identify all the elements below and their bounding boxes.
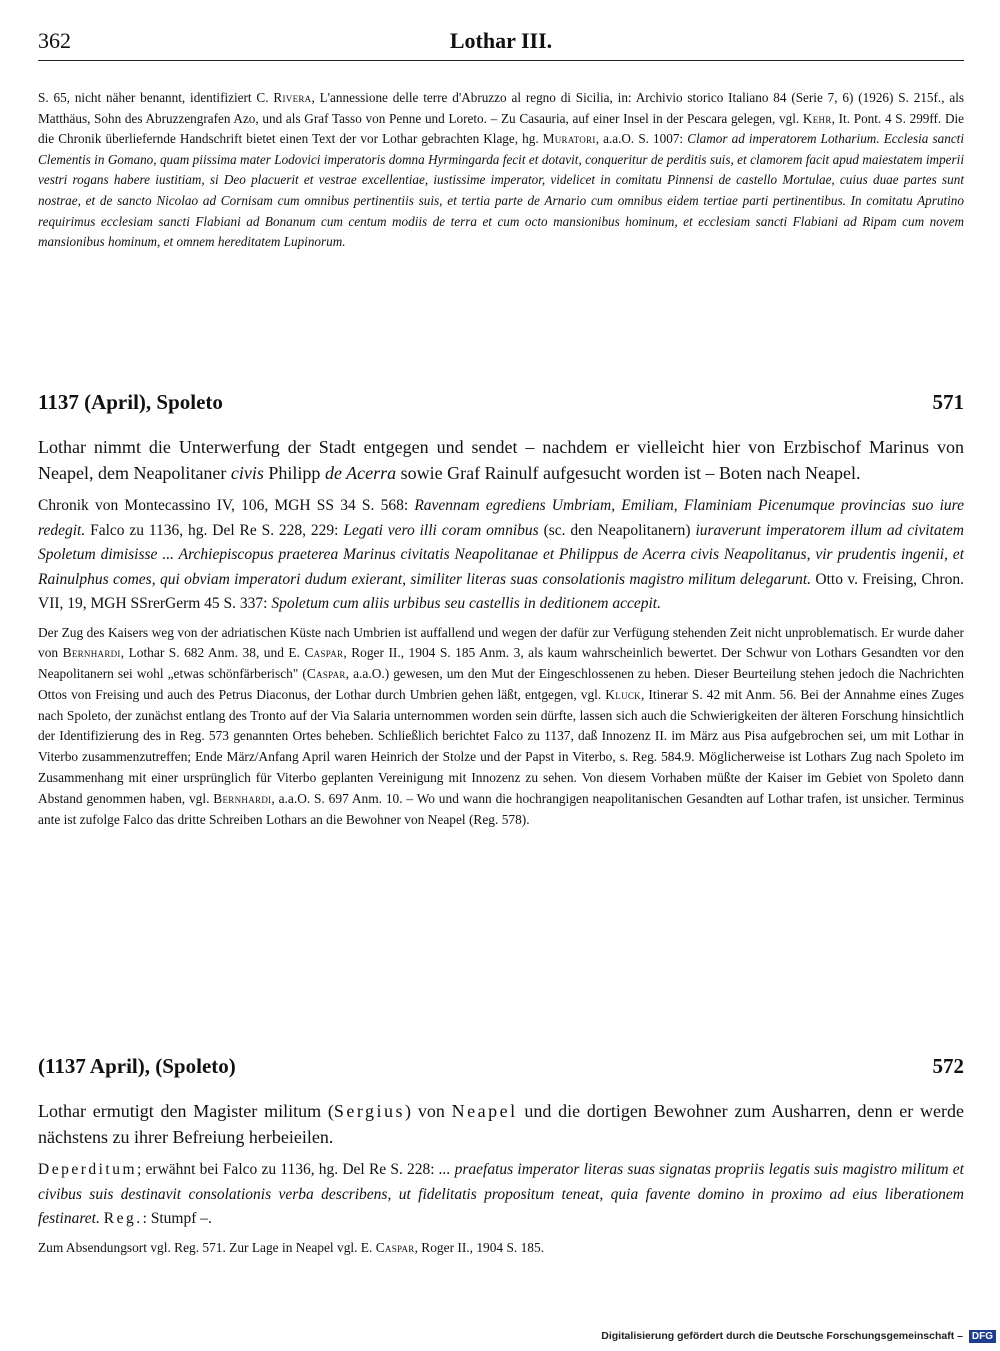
entry-572-body [38, 1098, 964, 1258]
text-run: , a.a.O. S. 1007: [595, 131, 688, 147]
author-bernhardi: Bernhardi [62, 645, 121, 661]
text-run-spaced: Reg. [103, 1210, 143, 1227]
text-run: Philipp [263, 463, 325, 483]
text-run-italic: civis [230, 463, 264, 483]
entry-571-body [38, 434, 964, 830]
entry-571-summary [38, 434, 964, 486]
entry-572-number: 572 [932, 1054, 964, 1078]
text-run: S. 65, nicht näher benannt, identifiziert C. [38, 90, 274, 105]
latin-quote: iuraverunt imperatorem illum ad civitatem Spoletum dimisisse ... Archiepiscopus praeterea Marinus civitatis Neapolitanae et Philippus de Acerra civis Neapolitanus, vir prudentis ingenii, et Rainulphus comes, qui obviam imperatori dudum exierant, similiter literas suas consolationis magistro militum delegarunt. [38, 521, 964, 588]
author-rivera: Rivera [273, 90, 312, 105]
text-run: ; erwähnt bei Falco zu 1136, hg. Del Re S. 228: [137, 1161, 439, 1178]
text-run-spaced: Deperditum [38, 1161, 138, 1178]
text-run: , L'annessione delle terre d'Abruzzo al regno di Sicilia, in: Archivio storico Italiano 84 (Serie 7, 6) (1926) S. 215f., als Matthäus, Sohn des Abruzzengrafen Azo, und als Graf Tasso von Penne und Loreto. – Zu Casauria, auf einer Insel in der Pescara gelegen, vgl. [38, 90, 964, 126]
page-header [38, 28, 964, 61]
page-number: 362 [38, 28, 71, 53]
latin-quote: Legati vero illi coram omnibus [343, 521, 539, 539]
text-run: , Lothar S. 682 Anm. 38, und E. [120, 645, 305, 661]
entry-571-sources [38, 494, 964, 617]
text-run: und die dortigen Bewohner zum Ausharren, denn er werde nächstens zu ihrer Befreiung herbeieilen. [38, 1101, 964, 1147]
entry-572-commentary [38, 1238, 964, 1259]
digitization-footer [601, 1330, 996, 1343]
author-muratori: Muratori [542, 131, 596, 147]
text-run: , Roger II., 1904 S. 185. [414, 1239, 545, 1255]
text-run: , It. Pont. 4 S. 299ff. Die die Chronik überliefernde Handschrift bietet einen Text der vor Lothar gebrachten Klage, hg. [38, 110, 964, 147]
text-run: , a.a.O. S. 697 Anm. 10. – Wo und wann die hochrangigen neapolitanischen Gesandten auf Lothar trafen, ist unsicher. Terminus ante ist zufolge Falco das dritte Schreiben Lothars an die Bewohner von Neapel (Reg. 578). [38, 790, 964, 827]
author-kluck: Kluck [605, 686, 641, 702]
text-run: , Itinerar S. 42 mit Anm. 56. Bei der Annahme eines Zuges nach Spoleto, der zunächst entlang des Tronto auf der Via Salaria unternommen worden sein dürfte, lassen sich auch die Schwierigkeiten der älteren Forschung hinsichtlich der Identifizierung des in Reg. 573 genannten Ortes beheben. Schließlich berichtet Falco zu 1137, daß Innozenz II. im März aus Pisa aufgebrochen sei, um mit Lothar in Viterbo zusammenzutreffen; Ende März/Anfang April waren Heinrich der Stolze und der Papst in Viterbo, s. Reg. 584.9. Möglicherweise ist Lothars Zug nach Spoleto im Zusammenhang mit einer ursprünglich für Viterbo geplanten Vereinigung mit Innozenz zu sehen. Von diesem Vorhaben müßte der Kaiser im Gebiet von Spoleto dann Abstand genommen haben, vgl. [38, 686, 965, 806]
text-run: Lothar nimmt die Unterwerfung der Stadt entgegen und sendet – nachdem er vielleicht hier von Erzbischof Marinus von Neapel, dem Neapolitaner [38, 437, 964, 483]
author-caspar: Caspar [375, 1239, 415, 1255]
text-run-spaced: Sergius [333, 1101, 406, 1121]
running-title: Lothar III. [449, 28, 553, 53]
footer-text: Digitalisierung gefördert durch die Deutsche Forschungsgemeinschaft – [601, 1330, 963, 1342]
entry-571-heading [38, 390, 964, 418]
latin-quote: Spoletum cum aliis urbibus seu castellis in deditionem accepit. [271, 595, 661, 612]
entry-571-commentary [38, 623, 964, 831]
text-run: Chronik von Montecassino IV, 106, MGH SS 34 S. 568: [38, 497, 415, 514]
entry-572-sources [38, 1158, 964, 1232]
top-footnote-text [38, 88, 964, 253]
text-run: Der Zug des Kaisers weg von der adriatischen Küste nach Umbrien ist auffallend und wegen der dafür zur Verfügung stehenden Zeit nicht unproblematisch. Er wurde daher von [38, 624, 964, 661]
text-run-spaced: Neapel [451, 1101, 518, 1121]
text-run: Lothar ermutigt den Magister militum ( [38, 1101, 334, 1121]
author-bernhardi: Bernhardi [213, 790, 272, 806]
text-run: : Stumpf –. [142, 1210, 212, 1227]
text-run: Otto v. Freising, Chron. VII, 19, MGH SSrerGerm 45 S. 337: [38, 570, 964, 612]
text-run: sowie Graf Rainulf aufgesucht worden ist – Boten nach Neapel. [396, 463, 861, 483]
entry-571-number: 571 [932, 390, 964, 414]
text-run: Zum Absendungsort vgl. Reg. 571. Zur Lage in Neapel vgl. E. [38, 1239, 376, 1255]
entry-572-summary [38, 1098, 964, 1150]
author-caspar: Caspar [306, 666, 346, 682]
entry-572-heading [38, 1054, 964, 1082]
latin-quote: Ravennam egrediens Umbriam, Emiliam, Flaminiam Picenumque provincias suo iure redegit. [38, 497, 964, 539]
text-run: ) von [405, 1101, 452, 1121]
latin-quote: Clamor ad imperatorem Lotharium. Ecclesia sancti Clementis in Gomano, quam piissima mater Lodovici imperatoris domna Hyrmingarda fecit et dotavit, conqueritur de perditis suis, et clamorem facit apud maiestatem imperii vestri rogans habere iustitiam, si Deo placuerit et vestrae excellentiae, iustissime imperator, videlicet in comitatu Pinnensi de castello Mortulae, cuius duae partes sunt nostrae, et de sancto Nicolao ad Cornisam cum omnibus pertinentiis suis, et tertia parte de Arnario cum omnibus eidem tertiae parti pertinentibus. In comitatu Aprutino requirimus ecclesiam sancti Flabiani ad Bonanum cum centum modiis de terra et cum octo mansionibus hominum, et ecclesiam sancti Flabiani ad Ripam cum novem mansionibus hominum, et omnem hereditatem Lupinorum. [38, 131, 964, 250]
author-caspar: Caspar [304, 645, 344, 661]
top-footnote [38, 88, 964, 253]
text-run: Falco zu 1136, hg. Del Re S. 228, 229: [85, 521, 344, 539]
latin-quote: ... praefatus imperator literas suas signatas propriis legatis suis magistro militum et civibus suis destinavit consolationis verba describens, ut fidelitatis propositum teneat, quia favente domino in proximo ad eius liberationem festinaret. [38, 1161, 964, 1227]
entry-572-place-date: (1137 April), (Spoleto) [38, 1054, 236, 1078]
author-kehr: Kehr [802, 110, 832, 126]
text-run: , a.a.O.) gewesen, um den Mut der Eingeschlossenen zu heben. Dieser Beurteilung stehen jedoch die Nachrichten Ottos von Freising und auch des Petrus Diaconus, der Lothar durch Umbrien gehen läßt, entgegen, vgl. [38, 666, 964, 702]
text-run: (sc. den Neapolitanern) [538, 521, 696, 539]
text-run: , Roger II., 1904 S. 185 Anm. 3, als kaum wahrscheinlich bewertet. Der Schwur von Lothars Gesandten vor den Neapolitanern sei wohl „etwas schönfärberisch" ( [38, 645, 964, 682]
entry-571-place-date: 1137 (April), Spoleto [38, 390, 223, 414]
text-run-italic: de Acerra [324, 463, 397, 483]
dfg-logo: DFG [969, 1330, 996, 1343]
